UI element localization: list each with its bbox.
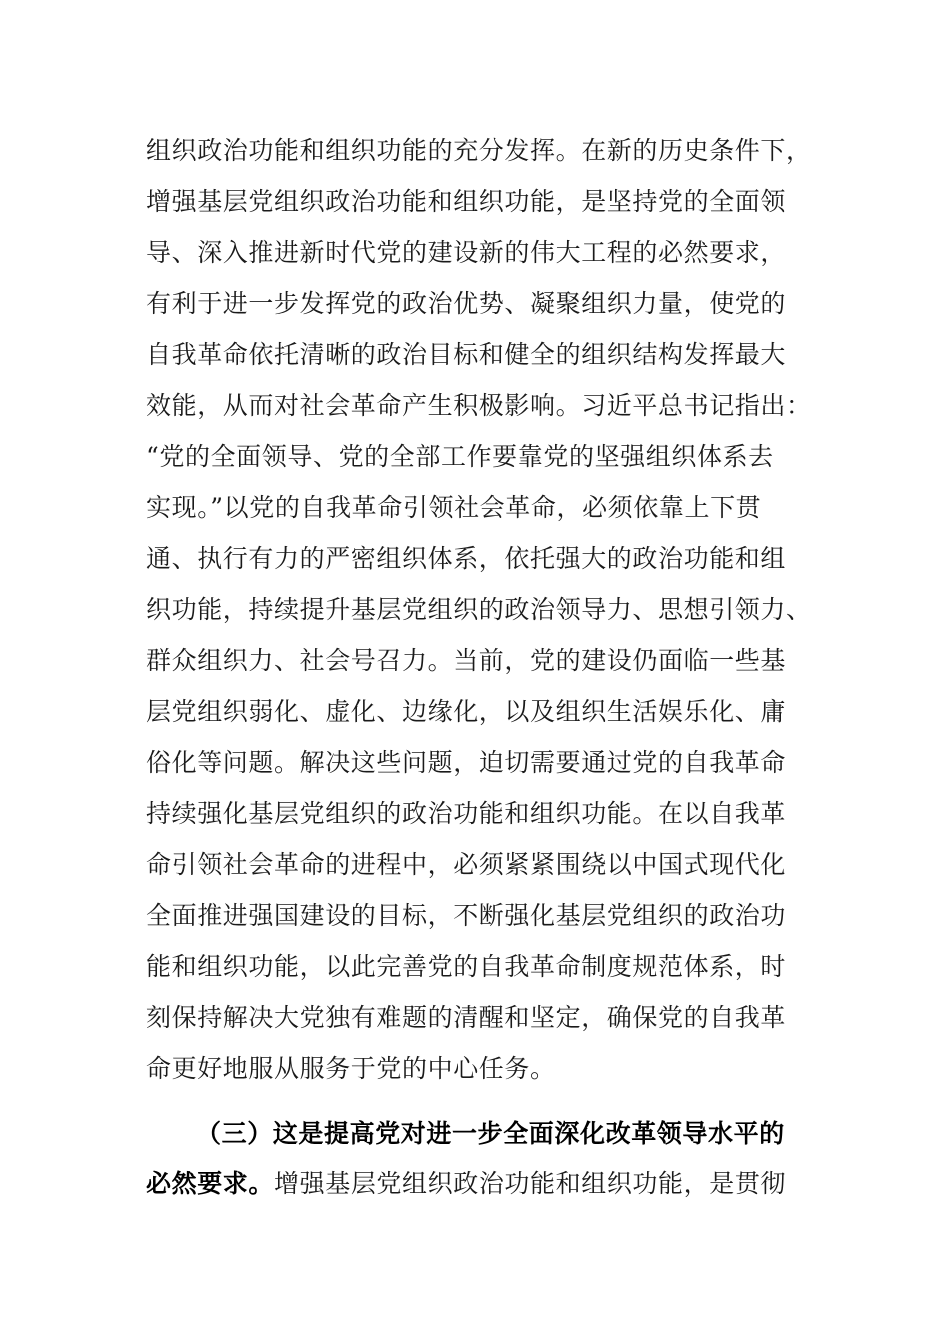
text-line: “党的全面领导、党的全部工作要靠党的坚强组织体系去 — [146, 442, 774, 471]
text-line: 命更好地服从服务于党的中心任务。 — [146, 1054, 556, 1083]
text-line: 命引领社会革命的进程中，必须紧紧围绕以中国式现代化 — [146, 850, 787, 879]
text-line: 有利于进一步发挥党的政治优势、凝聚组织力量，使党的 — [146, 289, 787, 318]
text-line: 通、执行有力的严密组织体系，依托强大的政治功能和组 — [146, 544, 787, 573]
text-line: 能和组织功能，以此完善党的自我革命制度规范体系，时 — [146, 952, 787, 981]
text-line — [146, 1164, 786, 1204]
text-line: 层党组织弱化、虚化、边缘化，以及组织生活娱乐化、庸 — [146, 697, 787, 726]
section-heading-tail: 必然要求。 — [146, 1169, 275, 1198]
text-line: 效能，从而对社会革命产生积极影响。习近平总书记指出： — [146, 391, 812, 420]
text-line: 群众组织力、社会号召力。当前，党的建设仍面临一些基 — [146, 646, 787, 675]
text-line: 实现。”以党的自我革命引领社会革命，必须依靠上下贯 — [146, 493, 762, 522]
text-line: 持续强化基层党组织的政治功能和组织功能。在以自我革 — [146, 799, 787, 828]
text-line: 全面推进强国建设的目标，不断强化基层党组织的政治功 — [146, 901, 787, 930]
text-span: 增强基层党组织政治功能和组织功能，是贯彻 — [274, 1169, 787, 1198]
text-line: 导、深入推进新时代党的建设新的伟大工程的必然要求， — [146, 238, 787, 267]
text-line: 组织政治功能和组织功能的充分发挥。在新的历史条件下， — [146, 136, 812, 165]
text-line: 织功能，持续提升基层党组织的政治领导力、思想引领力、 — [146, 595, 812, 624]
text-line: 增强基层党组织政治功能和组织功能，是坚持党的全面领 — [146, 187, 787, 216]
text-line: 刻保持解决大党独有难题的清醒和坚定，确保党的自我革 — [146, 1003, 787, 1032]
text-line: 俗化等问题。解决这些问题，迫切需要通过党的自我革命 — [146, 748, 787, 777]
section-heading: （三）这是提高党对进一步全面深化改革领导水平的 — [196, 1119, 785, 1148]
text-line: 自我革命依托清晰的政治目标和健全的组织结构发挥最大 — [146, 340, 787, 369]
